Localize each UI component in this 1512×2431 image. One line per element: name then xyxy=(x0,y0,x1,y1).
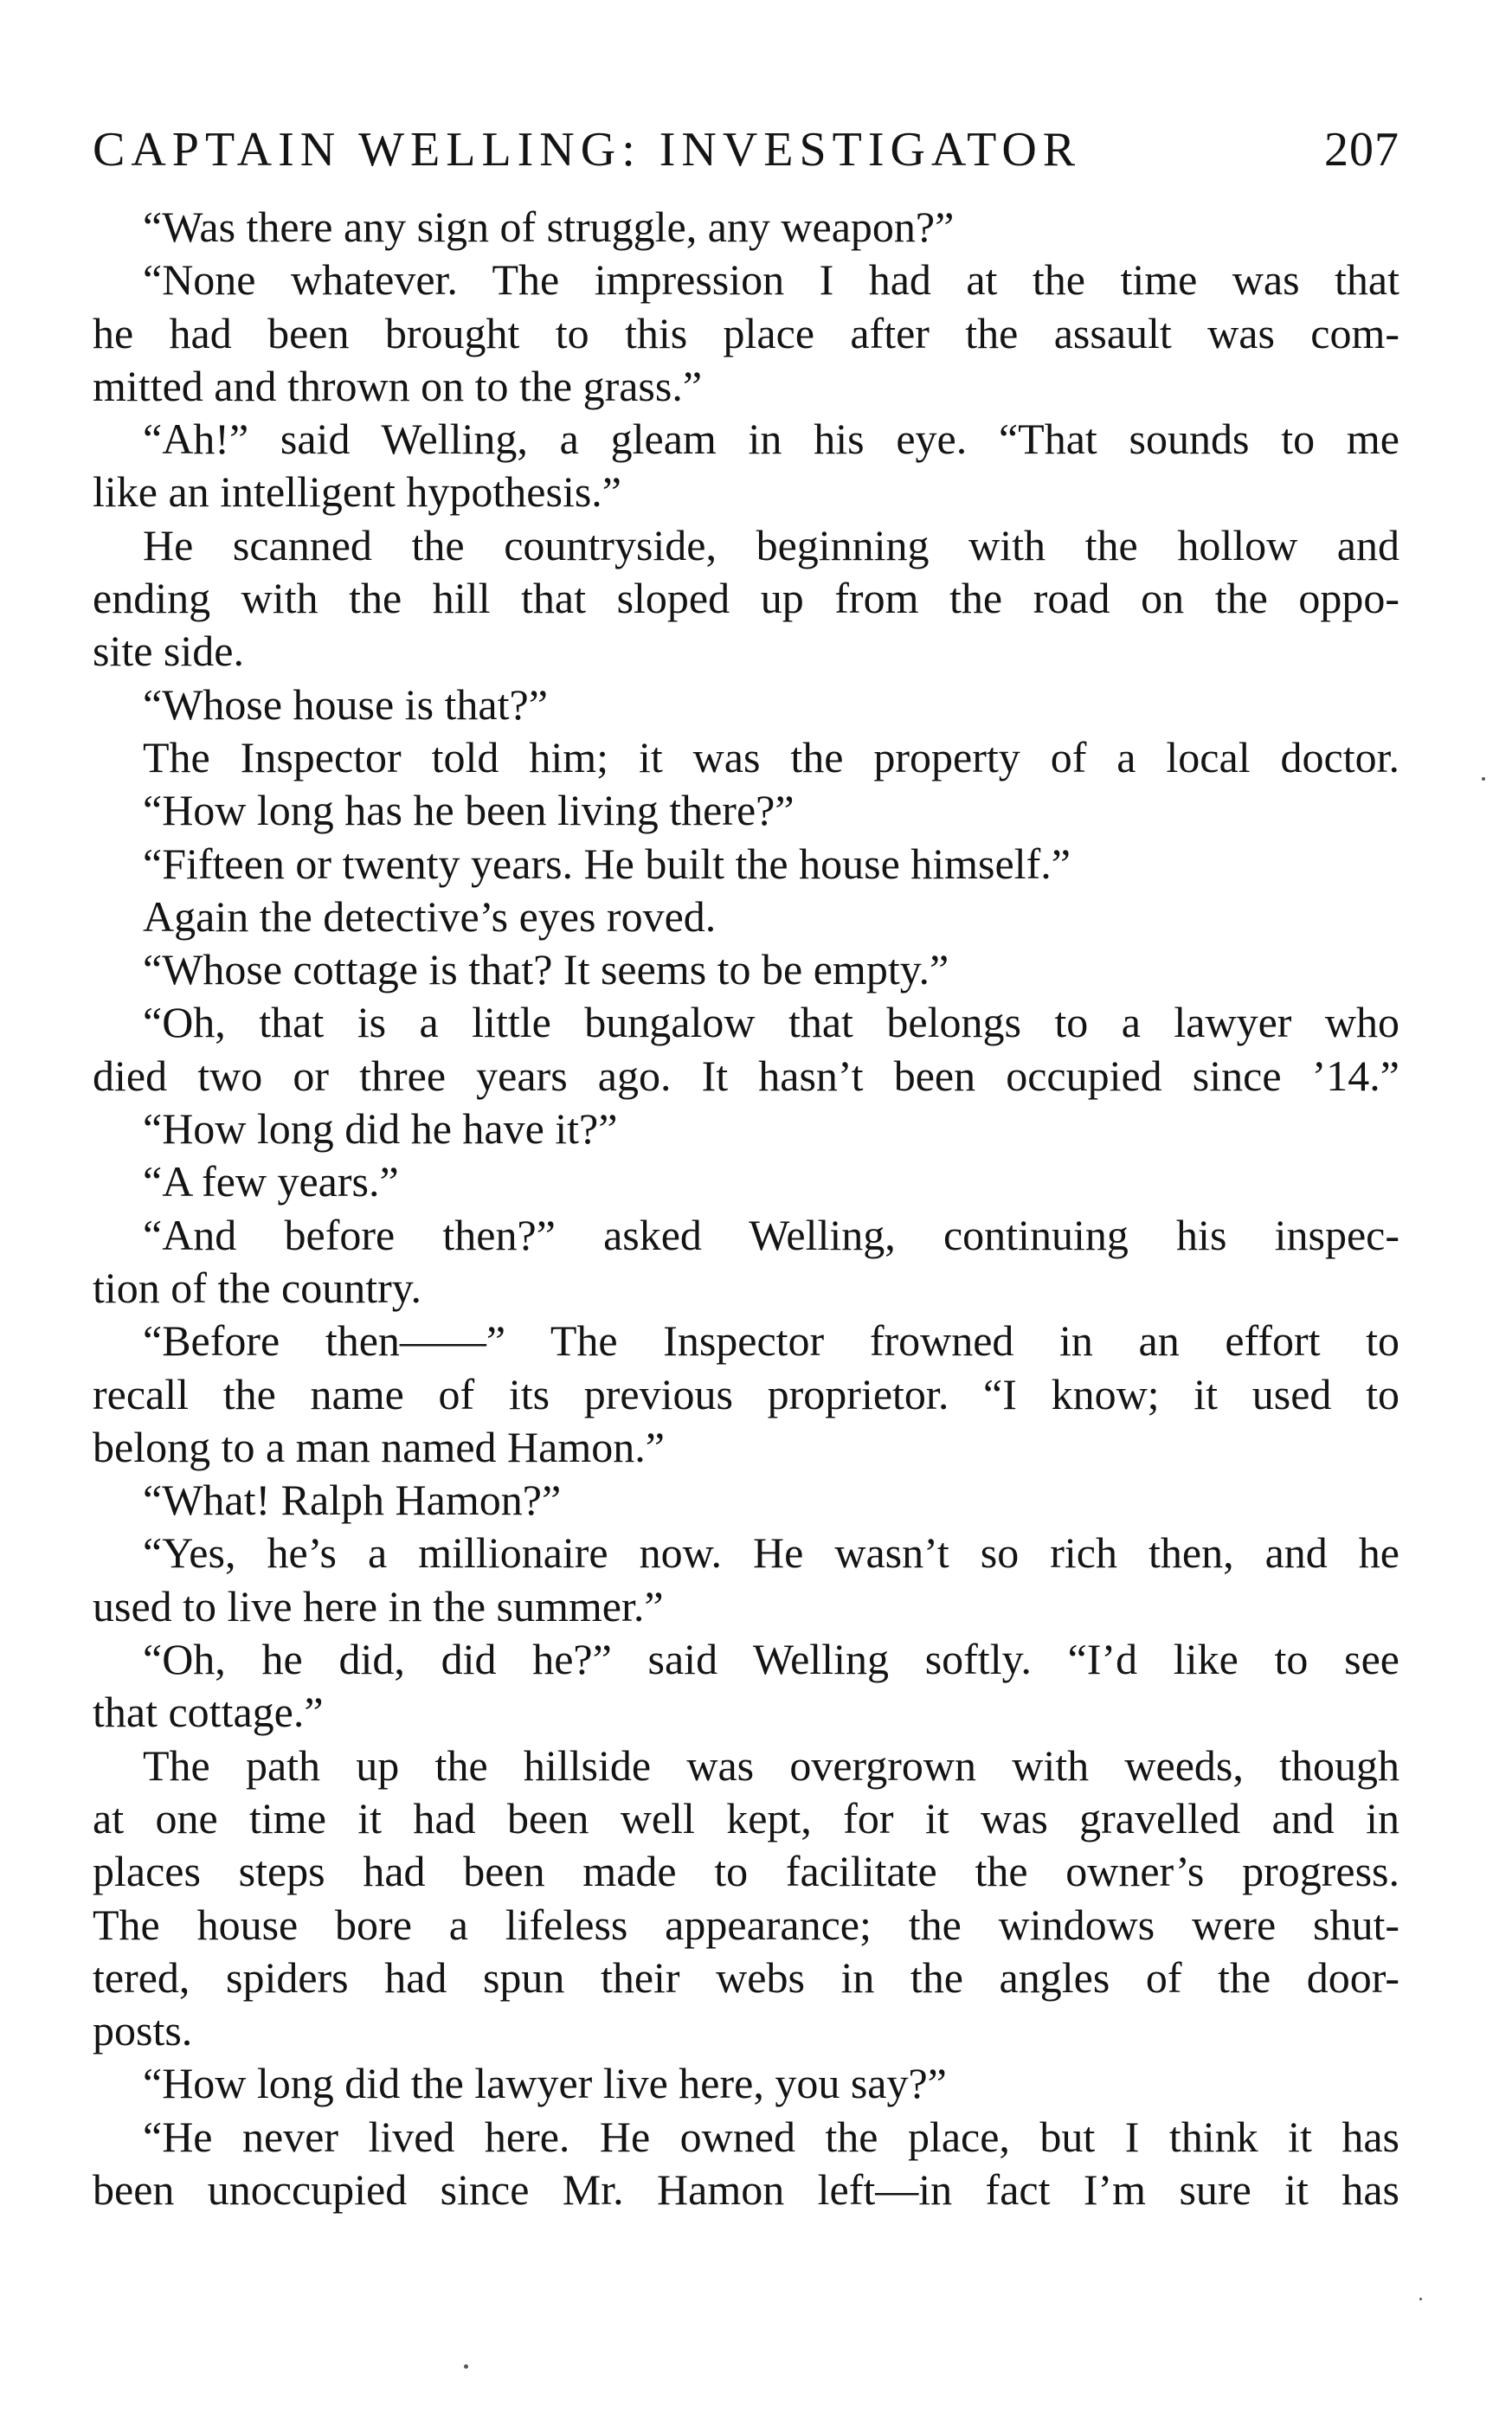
text-line: belong to a man named Hamon.” xyxy=(93,1422,665,1471)
scan-speck xyxy=(1419,2298,1422,2300)
text-line: like an intelligent hypothesis.” xyxy=(93,467,621,517)
text-line: Again the detective’s eyes roved. xyxy=(143,891,717,941)
text-line: “Yes, he’s a millionaire now. He wasn’t so rich then, and he xyxy=(143,1528,1399,1578)
body-text xyxy=(93,201,1399,2216)
text-line: tion of the country. xyxy=(93,1263,422,1312)
text-line: The Inspector told him; it was the property of a local doctor. xyxy=(143,732,1399,781)
text-line: that cottage.” xyxy=(93,1688,324,1737)
text-line: “Ah!” said Welling, a gleam in his eye. “That sounds to me xyxy=(143,415,1399,464)
scan-speck xyxy=(1482,777,1485,781)
text-line: been unoccupied since Mr. Hamon left—in fact I’m sure it has xyxy=(93,2164,1399,2214)
text-line: mitted and thrown on to the grass.” xyxy=(93,361,703,410)
text-line: tered, spiders had spun their webs in the angles of the door- xyxy=(93,1952,1399,2002)
text-line: he had been brought to this place after the assault was com- xyxy=(93,308,1399,357)
text-line: ending with the hill that sloped up from the road on the oppo- xyxy=(93,574,1399,623)
text-line: “Whose house is that?” xyxy=(143,679,548,729)
text-line: recall the name of its previous proprietor. “I know; it used to xyxy=(93,1369,1399,1418)
text-line: The path up the hillside was overgrown with weeds, though xyxy=(143,1740,1399,1790)
text-line: posts. xyxy=(93,2006,193,2055)
text-line: “What! Ralph Hamon?” xyxy=(143,1476,562,1525)
text-line: “None whatever. The impression I had at the time was that xyxy=(143,255,1399,305)
scan-speck xyxy=(464,2364,468,2369)
text-line: died two or three years ago. It hasn’t been occupied since ’14.” xyxy=(93,1051,1399,1100)
text-line: “A few years.” xyxy=(143,1157,399,1206)
text-line: “Was there any sign of struggle, any weapon?” xyxy=(143,203,955,251)
running-head-title: CAPTAIN WELLING: INVESTIGATOR xyxy=(93,123,1082,177)
text-line: “How long did the lawyer live here, you say?” xyxy=(143,2059,947,2108)
text-line: places steps had been made to facilitate the owner’s progress. xyxy=(93,1847,1399,1896)
text-line: “He never lived here. He owned the place, but I think it has xyxy=(143,2112,1399,2161)
text-line: at one time it had been well kept, for it was gravelled and in xyxy=(93,1793,1399,1843)
text-line: used to live here in the summer.” xyxy=(93,1581,664,1630)
text-line: The house bore a lifeless appearance; the windows were shut- xyxy=(93,1900,1399,1949)
text-line: “Before then——” The Inspector frowned in an effort to xyxy=(143,1316,1399,1366)
text-line: “And before then?” asked Welling, continuing his inspec- xyxy=(143,1210,1399,1259)
page-number: 207 xyxy=(1324,123,1399,177)
text-line: “Fifteen or twenty years. He built the house himself.” xyxy=(143,839,1071,888)
text-line: “Oh, he did, did he?” said Welling softly. “I’d like to see xyxy=(143,1635,1399,1684)
text-line: “How long has he been living there?” xyxy=(143,786,795,835)
text-line: He scanned the countryside, beginning with the hollow and xyxy=(143,520,1399,569)
text-line: site side. xyxy=(93,627,244,676)
running-head xyxy=(93,119,1399,180)
text-line: “Oh, that is a little bungalow that belongs to a lawyer who xyxy=(143,998,1399,1047)
text-line: “How long did he have it?” xyxy=(143,1104,618,1154)
text-line: “Whose cottage is that? It seems to be empty.” xyxy=(143,945,949,994)
